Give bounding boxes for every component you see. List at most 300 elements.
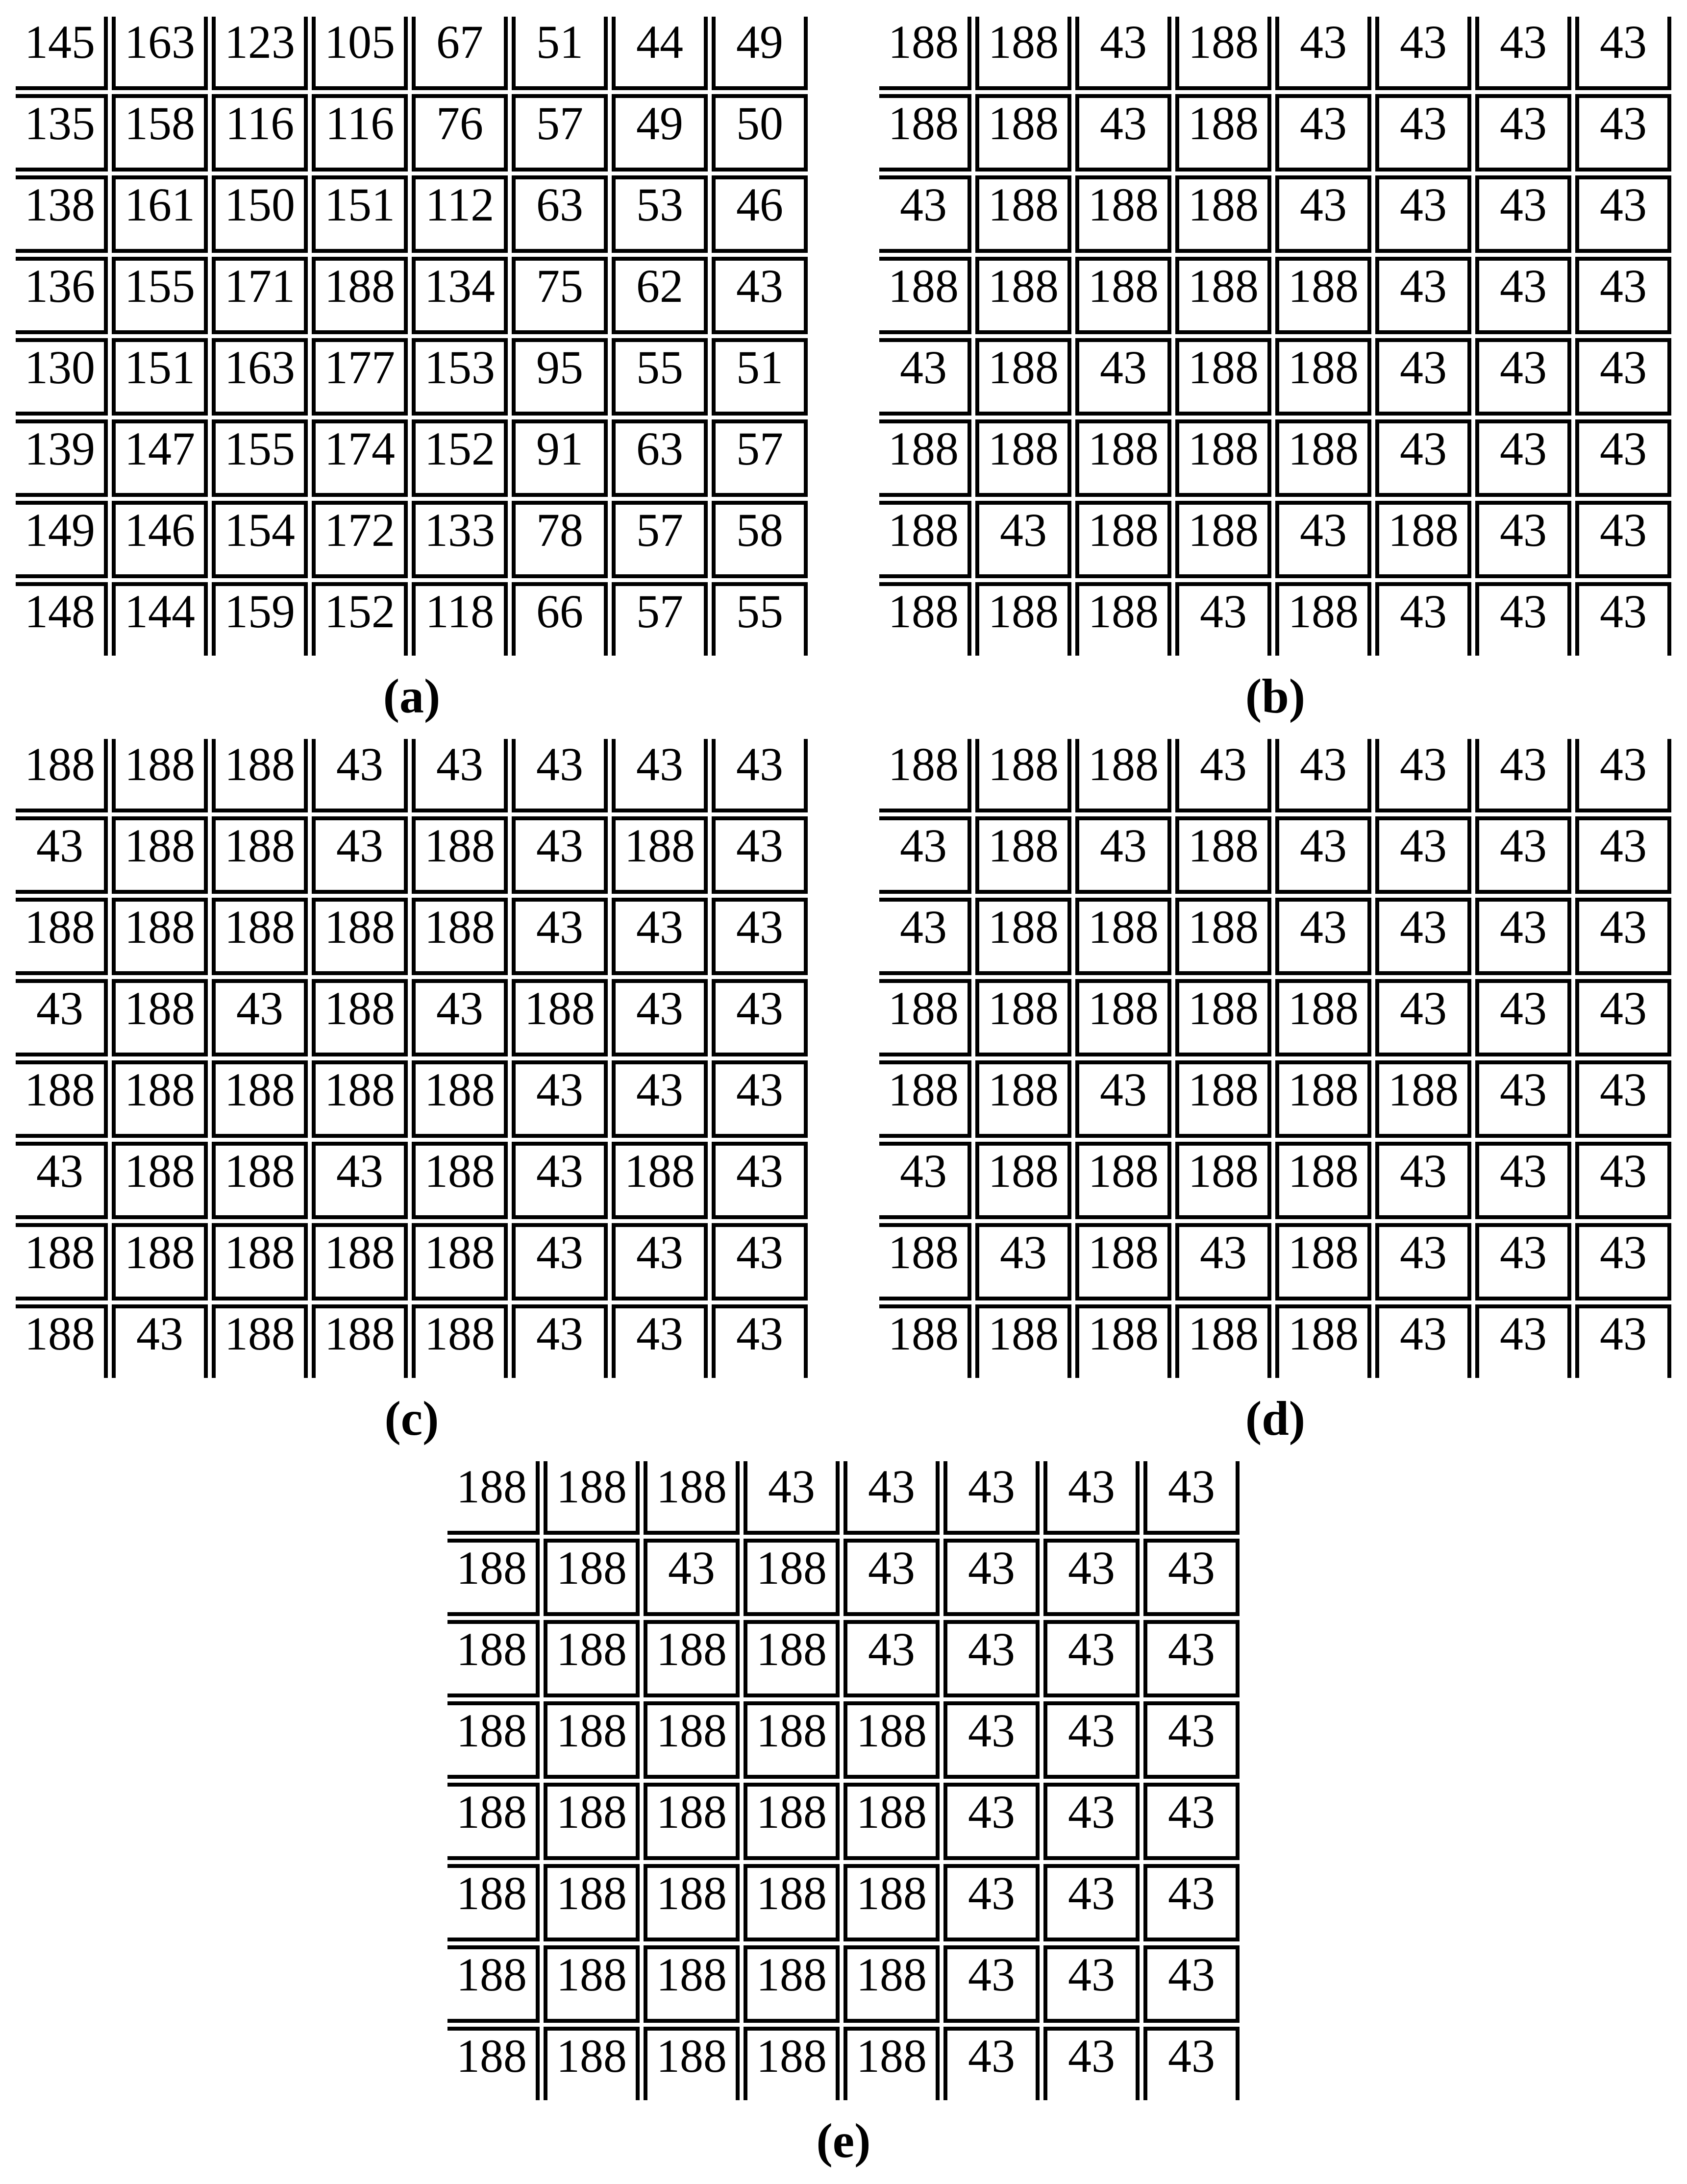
grid-row xyxy=(447,1783,1240,1860)
grid-cell: 188 xyxy=(744,2027,840,2100)
grid-cell: 43 xyxy=(612,1304,708,1378)
grid-cell: 43 xyxy=(1475,257,1571,334)
grid-cell: 43 xyxy=(1043,1620,1140,1697)
grid-cell: 43 xyxy=(1043,2027,1140,2100)
grid-cell: 188 xyxy=(312,1223,408,1301)
grid-cell: 148 xyxy=(16,582,108,656)
grid-cell: 177 xyxy=(312,338,408,416)
grid-cell: 75 xyxy=(512,257,608,334)
grid-cell: 43 xyxy=(1043,1461,1140,1535)
grid-cell: 130 xyxy=(16,338,108,416)
figure-row-1 xyxy=(12,13,1675,735)
pixel-matrix-d xyxy=(875,735,1675,1382)
grid-cell: 188 xyxy=(312,1304,408,1378)
grid-cell: 145 xyxy=(16,17,108,90)
grid-cell: 43 xyxy=(1143,1945,1240,2023)
panel-b xyxy=(875,13,1675,735)
grid-cell: 49 xyxy=(612,94,708,172)
grid-cell: 43 xyxy=(1575,1223,1671,1301)
grid-cell: 188 xyxy=(112,1060,208,1138)
grid-cell: 188 xyxy=(975,1304,1071,1378)
grid-cell: 188 xyxy=(112,1142,208,1219)
grid-cell: 43 xyxy=(1475,739,1571,812)
grid-cell: 163 xyxy=(112,17,208,90)
grid-cell: 188 xyxy=(1275,1304,1371,1378)
grid-row xyxy=(16,1223,808,1301)
grid-cell: 188 xyxy=(644,1461,740,1535)
grid-cell: 188 xyxy=(112,739,208,812)
grid-cell: 43 xyxy=(1175,1223,1271,1301)
grid-cell: 188 xyxy=(544,1620,640,1697)
grid-cell: 43 xyxy=(1375,338,1471,416)
grid-cell: 188 xyxy=(1175,1060,1271,1138)
grid-cell: 43 xyxy=(1475,979,1571,1056)
grid-cell: 188 xyxy=(212,1223,308,1301)
grid-cell: 188 xyxy=(544,1945,640,2023)
grid-cell: 44 xyxy=(612,17,708,90)
grid-cell: 188 xyxy=(879,501,971,578)
grid-cell: 43 xyxy=(879,898,971,975)
grid-cell: 43 xyxy=(1143,1701,1240,1779)
grid-cell: 43 xyxy=(1043,1701,1140,1779)
grid-cell: 43 xyxy=(312,1142,408,1219)
grid-cell: 188 xyxy=(975,257,1071,334)
grid-cell: 43 xyxy=(1475,1304,1571,1378)
grid-cell: 43 xyxy=(1375,1223,1471,1301)
grid-cell: 136 xyxy=(16,257,108,334)
grid-cell: 57 xyxy=(612,582,708,656)
grid-cell: 188 xyxy=(1275,419,1371,497)
grid-row xyxy=(16,1060,808,1138)
grid-cell: 43 xyxy=(975,1223,1071,1301)
grid-cell: 43 xyxy=(712,257,808,334)
grid-cell: 188 xyxy=(544,1701,640,1779)
grid-cell: 43 xyxy=(1475,582,1571,656)
grid-cell: 43 xyxy=(1375,739,1471,812)
grid-cell: 188 xyxy=(612,816,708,894)
grid-row xyxy=(879,419,1671,497)
grid-cell: 43 xyxy=(1475,175,1571,253)
grid-cell: 154 xyxy=(212,501,308,578)
grid-cell: 174 xyxy=(312,419,408,497)
grid-cell: 149 xyxy=(16,501,108,578)
grid-cell: 188 xyxy=(1175,816,1271,894)
grid-cell: 188 xyxy=(1175,175,1271,253)
grid-cell: 43 xyxy=(16,816,108,894)
grid-cell: 43 xyxy=(1143,1620,1240,1697)
grid-cell: 43 xyxy=(1475,419,1571,497)
grid-cell: 188 xyxy=(1275,979,1371,1056)
grid-cell: 43 xyxy=(612,739,708,812)
grid-cell: 188 xyxy=(975,816,1071,894)
grid-cell: 188 xyxy=(1175,1304,1271,1378)
grid-cell: 152 xyxy=(412,419,508,497)
grid-cell: 188 xyxy=(1075,257,1171,334)
grid-cell: 188 xyxy=(544,1864,640,1941)
grid-cell: 112 xyxy=(412,175,508,253)
grid-cell: 161 xyxy=(112,175,208,253)
grid-cell: 43 xyxy=(1375,979,1471,1056)
grid-cell: 188 xyxy=(1075,175,1171,253)
grid-cell: 43 xyxy=(1275,501,1371,578)
grid-cell: 188 xyxy=(844,1864,940,1941)
grid-cell: 188 xyxy=(1175,257,1271,334)
grid-row xyxy=(879,257,1671,334)
grid-cell: 188 xyxy=(879,979,971,1056)
grid-cell: 152 xyxy=(312,582,408,656)
grid-cell: 188 xyxy=(212,739,308,812)
figure-row-2 xyxy=(12,735,1675,1457)
grid-cell: 188 xyxy=(1275,257,1371,334)
grid-cell: 139 xyxy=(16,419,108,497)
grid-cell: 43 xyxy=(1475,1223,1571,1301)
grid-cell: 43 xyxy=(1475,94,1571,172)
grid-cell: 95 xyxy=(512,338,608,416)
grid-cell: 188 xyxy=(447,1461,540,1535)
grid-cell: 151 xyxy=(312,175,408,253)
grid-row xyxy=(16,582,808,656)
panel-label-b: (b) xyxy=(1245,669,1306,723)
grid-row xyxy=(879,979,1671,1056)
grid-cell: 188 xyxy=(644,1945,740,2023)
grid-row xyxy=(16,898,808,975)
grid-cell: 147 xyxy=(112,419,208,497)
grid-cell: 43 xyxy=(412,739,508,812)
grid-cell: 43 xyxy=(644,1539,740,1616)
grid-row xyxy=(16,175,808,253)
grid-cell: 43 xyxy=(512,1223,608,1301)
grid-row xyxy=(16,816,808,894)
grid-cell: 188 xyxy=(544,1783,640,1860)
grid-cell: 43 xyxy=(943,1701,1040,1779)
grid-cell: 43 xyxy=(1475,501,1571,578)
grid-cell: 188 xyxy=(744,1701,840,1779)
grid-cell: 43 xyxy=(1275,898,1371,975)
grid-cell: 188 xyxy=(1275,338,1371,416)
grid-cell: 188 xyxy=(212,898,308,975)
grid-cell: 172 xyxy=(312,501,408,578)
grid-cell: 43 xyxy=(1043,1783,1140,1860)
grid-cell: 43 xyxy=(612,1223,708,1301)
grid-cell: 43 xyxy=(16,979,108,1056)
grid-cell: 188 xyxy=(447,1539,540,1616)
grid-cell: 188 xyxy=(312,257,408,334)
grid-cell: 188 xyxy=(975,979,1071,1056)
grid-row xyxy=(447,1701,1240,1779)
grid-cell: 43 xyxy=(1143,1783,1240,1860)
grid-cell: 188 xyxy=(312,898,408,975)
grid-cell: 188 xyxy=(212,1142,308,1219)
grid-cell: 43 xyxy=(1075,1060,1171,1138)
grid-cell: 43 xyxy=(943,1945,1040,2023)
grid-cell: 57 xyxy=(512,94,608,172)
grid-cell: 188 xyxy=(1375,501,1471,578)
grid-cell: 43 xyxy=(1175,739,1271,812)
grid-cell: 46 xyxy=(712,175,808,253)
grid-cell: 43 xyxy=(1075,94,1171,172)
grid-cell: 188 xyxy=(1175,1142,1271,1219)
grid-cell: 188 xyxy=(1375,1060,1471,1138)
grid-cell: 43 xyxy=(879,338,971,416)
grid-cell: 43 xyxy=(1375,582,1471,656)
grid-cell: 43 xyxy=(1575,816,1671,894)
pixel-matrix-b xyxy=(875,13,1675,660)
grid-cell: 43 xyxy=(612,1060,708,1138)
grid-cell: 188 xyxy=(1075,419,1171,497)
grid-cell: 153 xyxy=(412,338,508,416)
panel-c xyxy=(12,735,812,1457)
grid-cell: 188 xyxy=(1075,739,1171,812)
grid-cell: 188 xyxy=(1075,582,1171,656)
grid-cell: 188 xyxy=(612,1142,708,1219)
grid-cell: 43 xyxy=(1475,338,1571,416)
grid-cell: 188 xyxy=(744,1539,840,1616)
grid-cell: 188 xyxy=(412,816,508,894)
grid-cell: 188 xyxy=(16,1304,108,1378)
grid-cell: 43 xyxy=(1575,501,1671,578)
grid-cell: 76 xyxy=(412,94,508,172)
grid-cell: 43 xyxy=(1575,17,1671,90)
grid-cell: 188 xyxy=(1075,1223,1171,1301)
grid-row xyxy=(16,338,808,416)
grid-cell: 43 xyxy=(1575,1304,1671,1378)
grid-cell: 188 xyxy=(412,1304,508,1378)
grid-cell: 188 xyxy=(975,582,1071,656)
grid-row xyxy=(879,175,1671,253)
grid-cell: 188 xyxy=(975,94,1071,172)
grid-row xyxy=(447,2027,1240,2100)
grid-cell: 188 xyxy=(112,816,208,894)
grid-cell: 188 xyxy=(1275,582,1371,656)
grid-cell: 188 xyxy=(879,582,971,656)
grid-cell: 188 xyxy=(1175,338,1271,416)
grid-cell: 43 xyxy=(943,1539,1040,1616)
grid-cell: 188 xyxy=(212,1304,308,1378)
panel-a xyxy=(12,13,812,735)
grid-cell: 188 xyxy=(975,419,1071,497)
grid-cell: 43 xyxy=(879,1142,971,1219)
grid-cell: 151 xyxy=(112,338,208,416)
grid-cell: 43 xyxy=(1075,17,1171,90)
grid-cell: 57 xyxy=(612,501,708,578)
grid-cell: 43 xyxy=(1575,257,1671,334)
grid-cell: 188 xyxy=(112,1223,208,1301)
grid-cell: 171 xyxy=(212,257,308,334)
grid-cell: 57 xyxy=(712,419,808,497)
figure-row-3 xyxy=(12,1457,1675,2180)
grid-cell: 133 xyxy=(412,501,508,578)
grid-cell: 188 xyxy=(447,2027,540,2100)
grid-cell: 188 xyxy=(975,898,1071,975)
grid-row xyxy=(16,1304,808,1378)
grid-cell: 188 xyxy=(879,739,971,812)
grid-cell: 43 xyxy=(312,816,408,894)
grid-cell: 188 xyxy=(1075,1304,1171,1378)
grid-cell: 188 xyxy=(447,1701,540,1779)
grid-row xyxy=(879,739,1671,812)
grid-cell: 49 xyxy=(712,17,808,90)
grid-cell: 43 xyxy=(1375,17,1471,90)
grid-cell: 43 xyxy=(744,1461,840,1535)
grid-cell: 163 xyxy=(212,338,308,416)
grid-cell: 188 xyxy=(844,1783,940,1860)
grid-cell: 188 xyxy=(1075,501,1171,578)
grid-cell: 43 xyxy=(943,1783,1040,1860)
pixel-matrix-e xyxy=(444,1457,1243,2104)
grid-cell: 63 xyxy=(612,419,708,497)
grid-cell: 188 xyxy=(447,1864,540,1941)
grid-cell: 188 xyxy=(1175,17,1271,90)
grid-cell: 43 xyxy=(844,1461,940,1535)
grid-cell: 43 xyxy=(1575,419,1671,497)
grid-cell: 43 xyxy=(712,1223,808,1301)
grid-cell: 188 xyxy=(844,2027,940,2100)
grid-row xyxy=(16,17,808,90)
grid-cell: 188 xyxy=(447,1945,540,2023)
grid-cell: 146 xyxy=(112,501,208,578)
grid-cell: 43 xyxy=(712,979,808,1056)
grid-cell: 188 xyxy=(447,1783,540,1860)
grid-cell: 105 xyxy=(312,17,408,90)
grid-row xyxy=(879,582,1671,656)
grid-row xyxy=(16,739,808,812)
grid-cell: 43 xyxy=(1275,94,1371,172)
grid-cell: 43 xyxy=(879,816,971,894)
grid-cell: 188 xyxy=(644,1620,740,1697)
grid-cell: 43 xyxy=(1375,816,1471,894)
grid-cell: 43 xyxy=(1475,1142,1571,1219)
grid-cell: 135 xyxy=(16,94,108,172)
grid-cell: 43 xyxy=(1475,816,1571,894)
grid-cell: 43 xyxy=(412,979,508,1056)
grid-cell: 188 xyxy=(1175,979,1271,1056)
grid-cell: 188 xyxy=(844,1945,940,2023)
grid-cell: 188 xyxy=(1175,94,1271,172)
grid-cell: 43 xyxy=(1043,1539,1140,1616)
grid-cell: 43 xyxy=(712,1142,808,1219)
grid-cell: 188 xyxy=(16,1060,108,1138)
grid-cell: 55 xyxy=(712,582,808,656)
grid-row xyxy=(879,1304,1671,1378)
grid-cell: 43 xyxy=(1575,898,1671,975)
grid-cell: 91 xyxy=(512,419,608,497)
grid-cell: 43 xyxy=(1375,175,1471,253)
grid-cell: 188 xyxy=(1275,1142,1371,1219)
grid-row xyxy=(879,1142,1671,1219)
grid-cell: 188 xyxy=(544,1461,640,1535)
grid-row xyxy=(16,419,808,497)
grid-cell: 43 xyxy=(1143,2027,1240,2100)
grid-cell: 188 xyxy=(447,1620,540,1697)
grid-cell: 43 xyxy=(512,1304,608,1378)
grid-cell: 188 xyxy=(312,1060,408,1138)
panel-label-d: (d) xyxy=(1245,1391,1306,1446)
grid-row xyxy=(879,501,1671,578)
grid-cell: 62 xyxy=(612,257,708,334)
grid-cell: 188 xyxy=(412,1060,508,1138)
grid-cell: 43 xyxy=(1375,898,1471,975)
grid-cell: 188 xyxy=(975,17,1071,90)
grid-cell: 43 xyxy=(1043,1864,1140,1941)
grid-cell: 43 xyxy=(1275,175,1371,253)
grid-cell: 43 xyxy=(1575,1142,1671,1219)
grid-cell: 188 xyxy=(975,1142,1071,1219)
grid-cell: 43 xyxy=(512,898,608,975)
grid-cell: 155 xyxy=(112,257,208,334)
grid-cell: 188 xyxy=(1175,501,1271,578)
grid-cell: 188 xyxy=(644,1701,740,1779)
grid-cell: 188 xyxy=(1075,898,1171,975)
grid-row xyxy=(879,17,1671,90)
grid-cell: 43 xyxy=(1043,1945,1140,2023)
grid-cell: 150 xyxy=(212,175,308,253)
grid-cell: 188 xyxy=(544,1539,640,1616)
grid-row xyxy=(447,1945,1240,2023)
grid-cell: 188 xyxy=(212,816,308,894)
grid-cell: 188 xyxy=(644,2027,740,2100)
grid-cell: 188 xyxy=(1175,419,1271,497)
grid-cell: 43 xyxy=(943,1461,1040,1535)
grid-cell: 43 xyxy=(975,501,1071,578)
grid-row xyxy=(16,257,808,334)
grid-cell: 53 xyxy=(612,175,708,253)
grid-row xyxy=(16,501,808,578)
grid-cell: 118 xyxy=(412,582,508,656)
grid-row xyxy=(447,1461,1240,1535)
grid-cell: 144 xyxy=(112,582,208,656)
grid-cell: 78 xyxy=(512,501,608,578)
grid-cell: 43 xyxy=(612,979,708,1056)
grid-cell: 43 xyxy=(612,898,708,975)
grid-cell: 188 xyxy=(16,1223,108,1301)
grid-cell: 51 xyxy=(512,17,608,90)
pixel-matrix-a xyxy=(12,13,812,660)
grid-cell: 43 xyxy=(1275,816,1371,894)
grid-cell: 43 xyxy=(943,2027,1040,2100)
grid-cell: 138 xyxy=(16,175,108,253)
grid-cell: 66 xyxy=(512,582,608,656)
grid-cell: 188 xyxy=(1275,1060,1371,1138)
grid-cell: 188 xyxy=(212,1060,308,1138)
grid-cell: 43 xyxy=(16,1142,108,1219)
grid-cell: 43 xyxy=(1075,816,1171,894)
grid-cell: 188 xyxy=(412,898,508,975)
grid-cell: 43 xyxy=(1575,338,1671,416)
grid-cell: 188 xyxy=(1075,979,1171,1056)
grid-cell: 43 xyxy=(512,816,608,894)
grid-cell: 43 xyxy=(712,1304,808,1378)
grid-cell: 188 xyxy=(544,2027,640,2100)
grid-cell: 63 xyxy=(512,175,608,253)
grid-cell: 43 xyxy=(1143,1864,1240,1941)
grid-cell: 43 xyxy=(712,816,808,894)
grid-cell: 116 xyxy=(312,94,408,172)
grid-cell: 50 xyxy=(712,94,808,172)
grid-cell: 188 xyxy=(1075,1142,1171,1219)
grid-cell: 188 xyxy=(879,257,971,334)
grid-row xyxy=(16,979,808,1056)
grid-cell: 188 xyxy=(512,979,608,1056)
grid-cell: 43 xyxy=(1075,338,1171,416)
grid-cell: 188 xyxy=(1175,898,1271,975)
grid-cell: 188 xyxy=(112,898,208,975)
grid-row xyxy=(447,1864,1240,1941)
grid-cell: 43 xyxy=(712,739,808,812)
grid-cell: 43 xyxy=(312,739,408,812)
grid-cell: 43 xyxy=(1375,94,1471,172)
grid-cell: 188 xyxy=(879,1060,971,1138)
grid-cell: 188 xyxy=(312,979,408,1056)
